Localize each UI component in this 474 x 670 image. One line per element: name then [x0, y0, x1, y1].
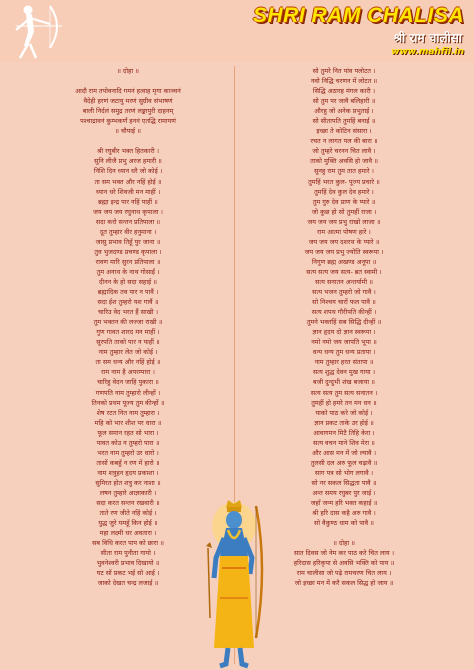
verse-line: सुरपति ताको पार न पाहीं ॥	[96, 338, 160, 347]
verse-line: महि को भार शीश पर धारा ॥	[94, 418, 162, 427]
verse-line: ताते रण जीते नहिं कोई ।	[99, 509, 157, 518]
verse-line: तुम गुरु देव प्राण के प्यारे ॥	[312, 197, 376, 206]
verse-line: सत्य सनातन अन्तर्यामी ॥	[315, 277, 373, 286]
verse-line: ॥ दोहा ॥	[117, 67, 139, 75]
verse-line: आवागमन मिटै तिहि केरा ।	[313, 428, 375, 437]
verse-line: महा लक्ष्मी धर अवतारा ।	[99, 529, 157, 538]
lord-rama-illustration	[198, 498, 268, 670]
verse-line: तासों कबहुँ न रण में हारो ॥	[96, 458, 160, 467]
verse-line: ता सम भक्त और नहिं होई ॥	[94, 177, 162, 186]
verse-line: ब्रह्मा इन्द्र पार नहिं पाहीं ॥	[98, 197, 158, 206]
verse-line: ताको मुक्ति अवसि हो जावै ॥	[310, 157, 378, 166]
verse-line: तुमहीं हो हमरे तन मन धन ॥	[311, 398, 377, 407]
verse-line: लषन तुम्हारे आज्ञाकारी ।	[99, 488, 157, 497]
verse-line: गणपति नाम तुम्हारो लीन्हों ।	[95, 388, 161, 397]
verse-line: तुमहिं देव कुल देव हमारे ।	[314, 187, 374, 196]
verse-line: जासु प्रभाव तिहूँ पुर जाना ॥	[95, 237, 161, 246]
verse-line: सो नर सकल सिद्धता पावै ॥	[311, 478, 377, 487]
verse-line: निगुण ब्रह्म अखण्ड अनूपा ॥	[311, 257, 377, 266]
verse-line: ज्ञान प्रकट ताके उर होई ॥	[314, 418, 374, 427]
verse-line: तुमहिं भरत कुल- पूज्य प्रचारे ॥	[308, 177, 380, 186]
verse-line: अन्त समय रघुबर पुर जाई ।	[312, 488, 376, 497]
verse-line: तुम अनाथ के नाथ गोसाईं ।	[96, 267, 160, 276]
verse-line: शेष रटत नित नाम तुम्हारा ।	[96, 408, 160, 417]
verse-line: जो कुछ हो सो तुमहीं राजा ।	[311, 207, 377, 216]
verse-line: तुम भक्तन की लज्जा राखी ॥	[93, 318, 163, 327]
verse-line: श्री हरि दास कहै अरु गावै ।	[312, 509, 376, 518]
verse-line: ज्ञान हृदय दो ज्ञान स्वरूपा ।	[312, 328, 376, 337]
verse-line: सत्य शुद्ध देवन मुख गाया ।	[312, 368, 376, 377]
header-banner	[0, 0, 474, 62]
verse-line: दूत तुम्हार वीर हनुमाना ।	[99, 227, 157, 236]
verse-line: जय जय जय रघुनाथ कृपाला ।	[93, 207, 163, 216]
verse-line: बजी दुन्दुभी शंख बजाया ॥	[313, 378, 375, 387]
verse-line: चारिउ वेद भरत हैं साखी ।	[97, 308, 158, 317]
verse-line: और आस मन में जो ल्यावै ।	[311, 448, 377, 457]
verse-line: सत्य शपथ गौरीपति कीन्हीं ।	[311, 308, 377, 317]
verse-line: गुण गावत शारद मन माहीं ।	[96, 328, 160, 337]
verse-line: जाको देखत चन्द्र लजाई ॥	[97, 579, 159, 588]
verse-line: ॥ दोहा ॥	[333, 539, 355, 548]
verse-line: घट सों प्रकट भई सो आई ।	[96, 569, 160, 578]
verse-line: फूल समान रहत सो भारा ।	[97, 428, 159, 437]
verse-line: दीनन के हो सदा सहाई ॥	[99, 277, 157, 286]
verse-line: नमो नमो जय जापति भूपा ॥	[311, 338, 377, 347]
verse-line	[242, 528, 446, 538]
verse-line: जय जय जय दशरथ के प्यारे ॥	[308, 237, 380, 246]
verse-line: हरिदास हरिकृपा से अवसि भक्ति को पाय ॥	[293, 559, 395, 568]
verse-line: पश्चाद्रावनं कुम्भकर्णं हननं एतद्धि रामायणं	[80, 117, 176, 126]
verse-line: सदा ईश तुम्हरो यश गावैं ॥	[97, 298, 159, 307]
verse-line: याको पाठ करे जो कोई ।	[315, 408, 373, 417]
verse-line: जो इच्छा मन में करै सकल सिद्ध हो जाय ॥	[294, 579, 394, 588]
verse-line: सुनहु राम तुम तात हमारे ।	[314, 167, 374, 176]
hindi-title: श्री राम चालीसा	[393, 31, 462, 45]
verse-line: सो तुम पर जावै बलिहारी ॥	[312, 97, 376, 106]
verse-line: सत्य वचन माने शिव मेरा ॥	[313, 438, 375, 447]
verse-line: सदा करत सन्तन रखवारी ॥	[96, 499, 160, 508]
verse-line: तिनको प्रथम पूज्य तुम कीन्हों ॥	[91, 398, 165, 407]
verse-line: राम नाम है अपरम्पारा ।	[101, 368, 155, 377]
verse-line: जय जय जय प्रभु राखो लाजा ॥	[307, 217, 381, 226]
verse-line	[26, 76, 230, 86]
verse-line: राम चालीसा जो पढ़े रामचरण चित लाय ।	[296, 569, 392, 578]
verse-line: भुवनेश्वरी प्रभाव दिखायो ॥	[96, 559, 160, 568]
verse-line: ॥ चौपाई ॥	[115, 127, 141, 136]
website-link[interactable]: www.mahfil.in	[391, 47, 464, 57]
verse-line: रचत न लागत पल की बारा ॥	[310, 137, 378, 146]
verse-line: सत्य सत्य तुम सत्य सनातन ।	[310, 388, 378, 397]
verse-line: भरत नाम तुम्हरो उर धारो ।	[97, 448, 159, 457]
verse-line: सत्य सत्य जय सत्य- ब्रत स्वामी ।	[306, 267, 382, 276]
verse-line: राम आत्मा पोषण हारे ।	[317, 227, 371, 236]
verse-line: जय जय जय प्रभु ज्योति स्वरूपा ।	[304, 247, 384, 256]
verse-line: सुमिरत होत शत्रु कर नाशा ॥	[95, 478, 161, 487]
verse-line: धन्य धन्य तुम धन्य प्रतापा ।	[312, 348, 376, 357]
verse-line: औरहु जो अनेक प्रभुताई ।	[314, 107, 374, 116]
verse-line: पावत कोउ न तुम्हरो पारा ॥	[96, 438, 160, 447]
archer-logo-icon	[6, 2, 66, 60]
verse-line: नवो निद्धि चरणन में लोटत ॥	[310, 77, 378, 86]
page-title: SHRI RAM CHALISA	[253, 4, 464, 27]
verse-line: नाम तुम्हार लेत जो कोई ।	[98, 348, 158, 357]
verse-line: ब्रह्मादिक तव पार न पावैं ।	[97, 288, 159, 297]
verse-line: तुव भुजदण्ड प्रचण्ड कृपाला ।	[94, 247, 162, 256]
verse-line: सब विधि करत पाप को छारा ॥	[92, 539, 164, 548]
verse-line: सो निश्चय चारों फल पावै ॥	[312, 298, 376, 307]
verse-line: सत्य भजन तुम्हरो जो गावै ।	[312, 288, 376, 297]
verse-line: सो तुमरे नित पांव पलोटत ।	[312, 67, 376, 75]
verse-line: तुमने भक्तहिं सब सिद्धि दीन्हीं ॥	[306, 318, 382, 327]
verse-line: तुलसी दल अरु फूल चढ़ावै ॥	[310, 458, 378, 467]
verse-line: सुनि लीजै प्रभु अरज हमारी ॥	[94, 157, 162, 166]
verse-line: रावण मारि सुरन प्रतिपाला ॥	[95, 257, 161, 266]
verse-line: ध्यान धरे शिवजी मन माहीं ।	[95, 187, 161, 196]
verse-line: श्री रघुबीर भक्त हितकारी ।	[96, 147, 160, 156]
verse-line: नाम तुम्हार हरत संतापा ॥	[314, 358, 374, 367]
verse-line: आदौ राम तपोवनादि गमनं हत्वाह मृगा काञ्चनं	[75, 87, 181, 96]
right-verse-column	[242, 66, 446, 588]
verse-line: सदा करो सन्तन प्रतिपाला ॥	[95, 217, 161, 226]
verse-line: निशि दिन ध्यान धरै जो कोई ।	[93, 167, 163, 176]
verse-line: ता सम धन्य और नहिं होई ॥	[95, 358, 161, 367]
verse-line: सो सीतापति तुमहिं बनाई ॥	[312, 117, 376, 126]
verse-line: इच्छा ते कोटिन संसारा ।	[316, 127, 372, 136]
verse-line: सो वैकुण्ठ धाम को पावै ॥	[314, 519, 374, 528]
verse-line: सात दिवस जो नेम कर पाठ करे चित लाय ।	[293, 549, 395, 558]
verse-line: साग पत्र सो भोग लगावै ।	[314, 468, 374, 477]
verse-line: सीता राम पुनीता गायो ।	[100, 549, 156, 558]
verse-line	[26, 136, 230, 146]
verse-line: सिद्धि अठारह मंगल कारी ।	[312, 87, 376, 96]
verse-line: नाम शत्रुहन हृदय प्रकाशा ।	[97, 468, 159, 477]
verse-line: युद्ध जुरे यमहूँ किन होई ॥	[98, 519, 158, 528]
verse-line: बाली निर्दलं समुद्र तरणं लङ्कापुरी दाहनम्	[82, 107, 174, 116]
verse-line: जो तुम्हरे चरनन चित लावै ।	[312, 147, 376, 156]
verse-line: जहाँ जन्म हरि भक्त कहाई ॥	[310, 499, 378, 508]
verse-line: चारिहु वेदन जाहि पुकारा ॥	[97, 378, 159, 387]
verse-line: वैदेही हरणं जटायु मरणं सुग्रीव संभाषणं	[83, 97, 173, 106]
